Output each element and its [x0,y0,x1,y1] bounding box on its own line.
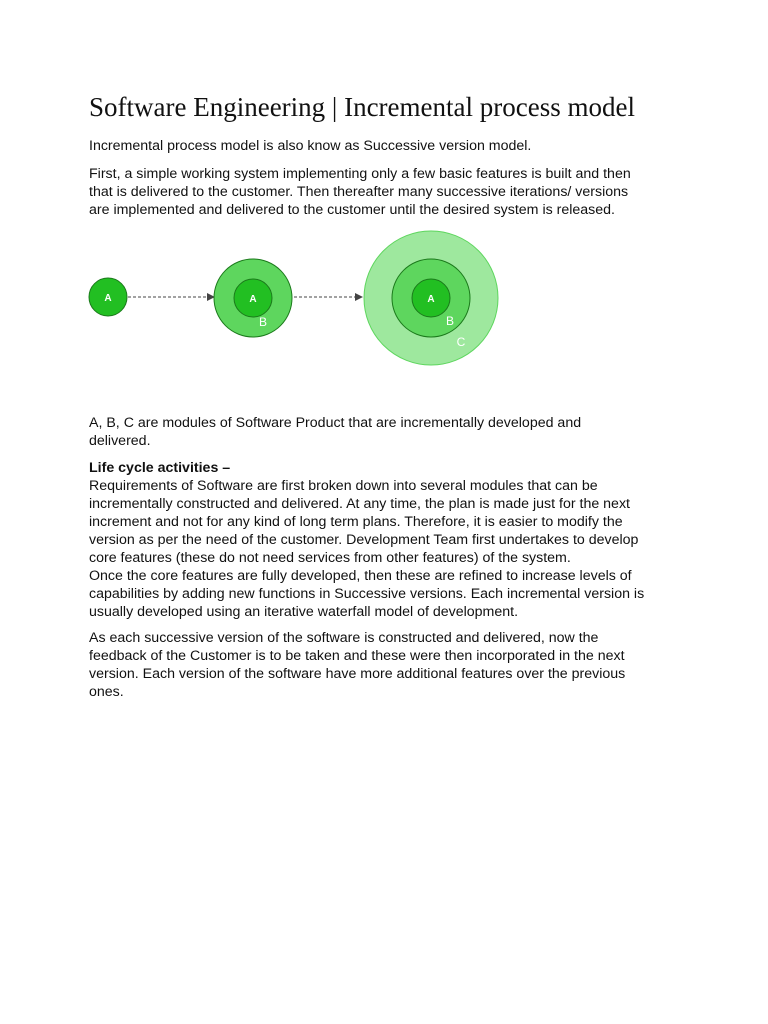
text-line: First, a simple working system implementing only a few basic features is built and then [89,166,631,182]
lifecycle-section [89,459,689,621]
lifecycle-heading: Life cycle activities – [89,460,231,476]
text-line: Requirements of Software are first broken down into several modules that can be [89,478,598,494]
text-line: usually developed using an iterative waterfall model of development. [89,604,519,620]
incremental-model-diagram [0,220,768,380]
text-line: Once the core features are fully developed, then these are refined to increase levels of [89,568,632,584]
text-line: delivered. [89,433,151,449]
text-line: core features (these do not need services from other features) of the system. [89,550,571,566]
text-line: ones. [89,684,124,700]
text-line: increment and not for any kind of long term plans. Therefore, it is easier to modify the [89,514,623,530]
module-a-label: A [427,294,435,305]
stage-1-group [89,278,127,316]
module-b-label: B [445,314,455,328]
text-line: version. Each version of the software have more additional features over the previous [89,666,626,682]
module-a-label: A [249,294,257,305]
stage-3-group [364,231,498,365]
text-line: feedback of the Customer is to be taken and these were then incorporated in the next [89,648,625,664]
text-line: As each successive version of the software is constructed and delivered, now the [89,630,599,646]
text-line: incrementally constructed and delivered. At any time, the plan is made just for the next [89,496,630,512]
first-paragraph [89,165,689,219]
module-c-label: C [456,335,466,349]
module-a-label: A [104,293,112,304]
modules-paragraph [89,414,689,450]
text-line: A, B, C are modules of Software Product that are incrementally developed and [89,415,582,431]
page-title: Software Engineering | Incremental process model [89,92,635,122]
text-line: that is delivered to the customer. Then thereafter many successive iterations/ versions [89,184,629,200]
module-b-label: B [258,315,268,329]
stage-2-group [214,259,292,337]
intro-paragraph: Incremental process model is also know as Successive version model. [89,138,532,154]
feedback-paragraph [89,629,689,701]
text-line: are implemented and delivered to the customer until the desired system is released. [89,202,615,218]
text-line: capabilities by adding new functions in Successive versions. Each incremental version is [89,586,645,602]
text-line: version as per the need of the customer. Development Team first undertakes to develop [89,532,639,548]
